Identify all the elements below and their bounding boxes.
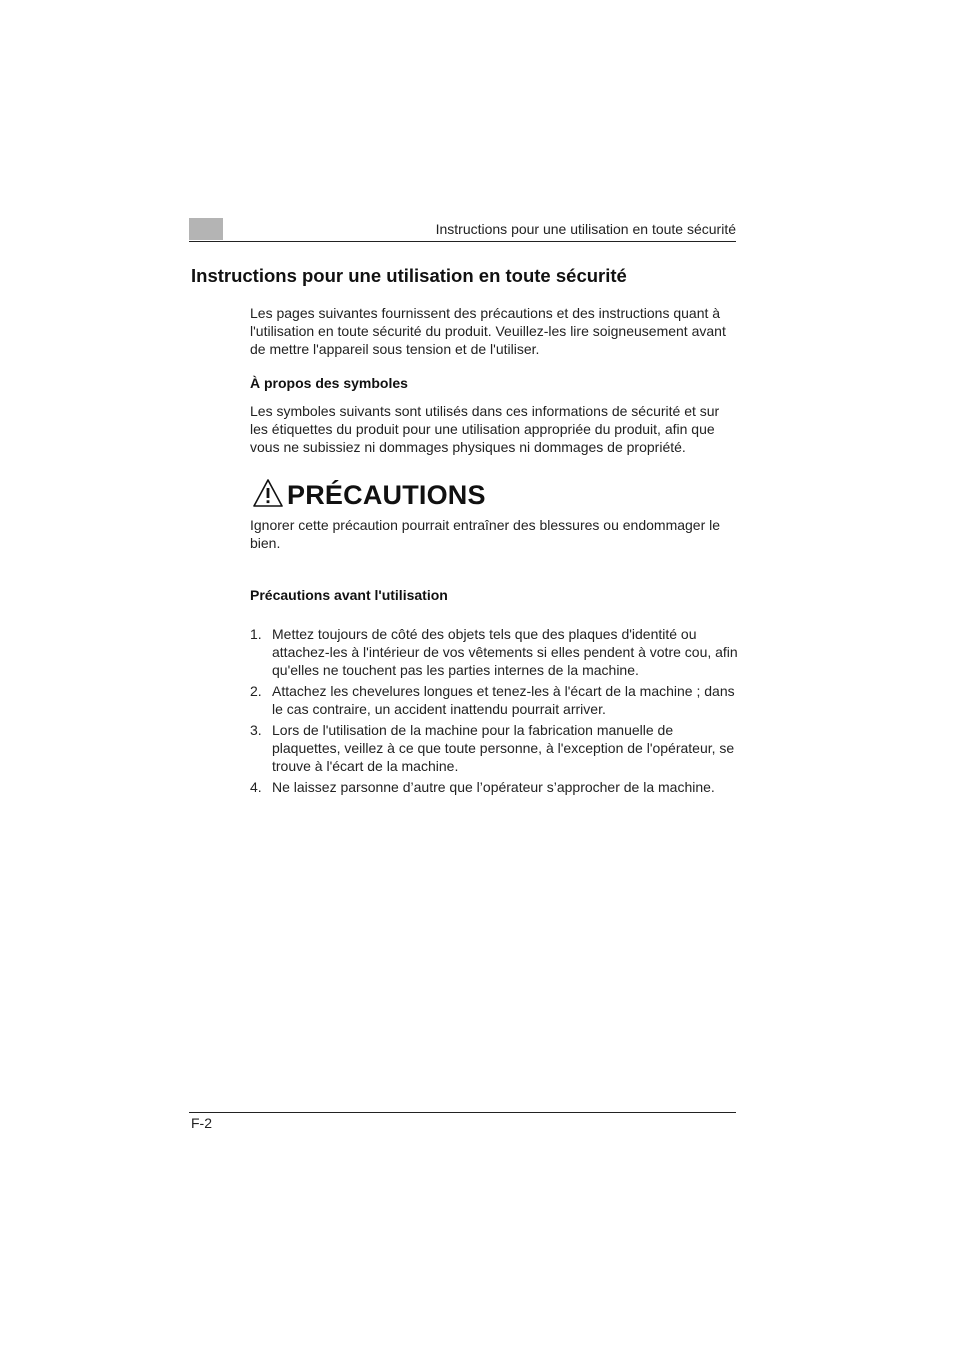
caution-block	[252, 478, 486, 513]
footer-divider	[189, 1112, 736, 1113]
page-title: Instructions pour une utilisation en toute sécurité	[191, 265, 627, 286]
list-item-number: 3.	[250, 722, 262, 738]
list-item	[250, 721, 740, 775]
list-item-text: Attachez les chevelures longues et tenez-les à l'écart de la machine ; dans le cas contraire, un accident inattendu pourrait arriver.	[272, 683, 735, 717]
running-header-title: Instructions pour une utilisation en toute sécurité	[435, 221, 736, 237]
page-number: F-2	[191, 1115, 212, 1131]
list-item-number: 4.	[250, 779, 262, 795]
list-item-text: Mettez toujours de côté des objets tels que des plaques d'identité ou attachez-les à l'intérieur de vos vêtements si elles pendent à votre cou, afin qu'elles ne touchent pas les parties internes de la machine.	[272, 626, 738, 678]
symbols-paragraph: Les symboles suivants sont utilisés dans ces informations de sécurité et sur les étiquettes du produit pour une utilisation appropriée du produit, afin que vous ne subissiez ni dommages physiques ni dommages de propriété.	[250, 403, 720, 455]
list-item	[250, 625, 740, 679]
list-item	[250, 682, 740, 718]
list-item	[250, 778, 740, 796]
list-item-text: Lors de l'utilisation de la machine pour la fabrication manuelle de plaquettes, veillez à ce que toute personne, à l'exception de l'opérateur, se trouve à l'écart de la machine.	[272, 722, 735, 774]
header-divider	[189, 241, 736, 242]
list-item-number: 2.	[250, 683, 262, 699]
header-tab-marker	[189, 218, 223, 240]
precautions-heading: Précautions avant l'utilisation	[250, 587, 448, 603]
caution-text: Ignorer cette précaution pourrait entraîner des blessures ou endommager le bien.	[250, 517, 721, 551]
list-item-text: Ne laissez parsonne d’autre que l’opérateur s’approcher de la machine.	[272, 779, 715, 795]
caution-title: PRÉCAUTIONS	[287, 480, 486, 510]
warning-triangle-icon	[252, 478, 284, 513]
intro-paragraph: Les pages suivantes fournissent des précautions et des instructions quant à l'utilisation en toute sécurité du produit. Veuillez-les lire soigneusement avant de mettre l'appareil sous tension et de l'utiliser.	[250, 305, 726, 357]
precautions-list	[250, 625, 740, 799]
symbols-heading: À propos des symboles	[250, 375, 408, 391]
list-item-number: 1.	[250, 626, 262, 642]
